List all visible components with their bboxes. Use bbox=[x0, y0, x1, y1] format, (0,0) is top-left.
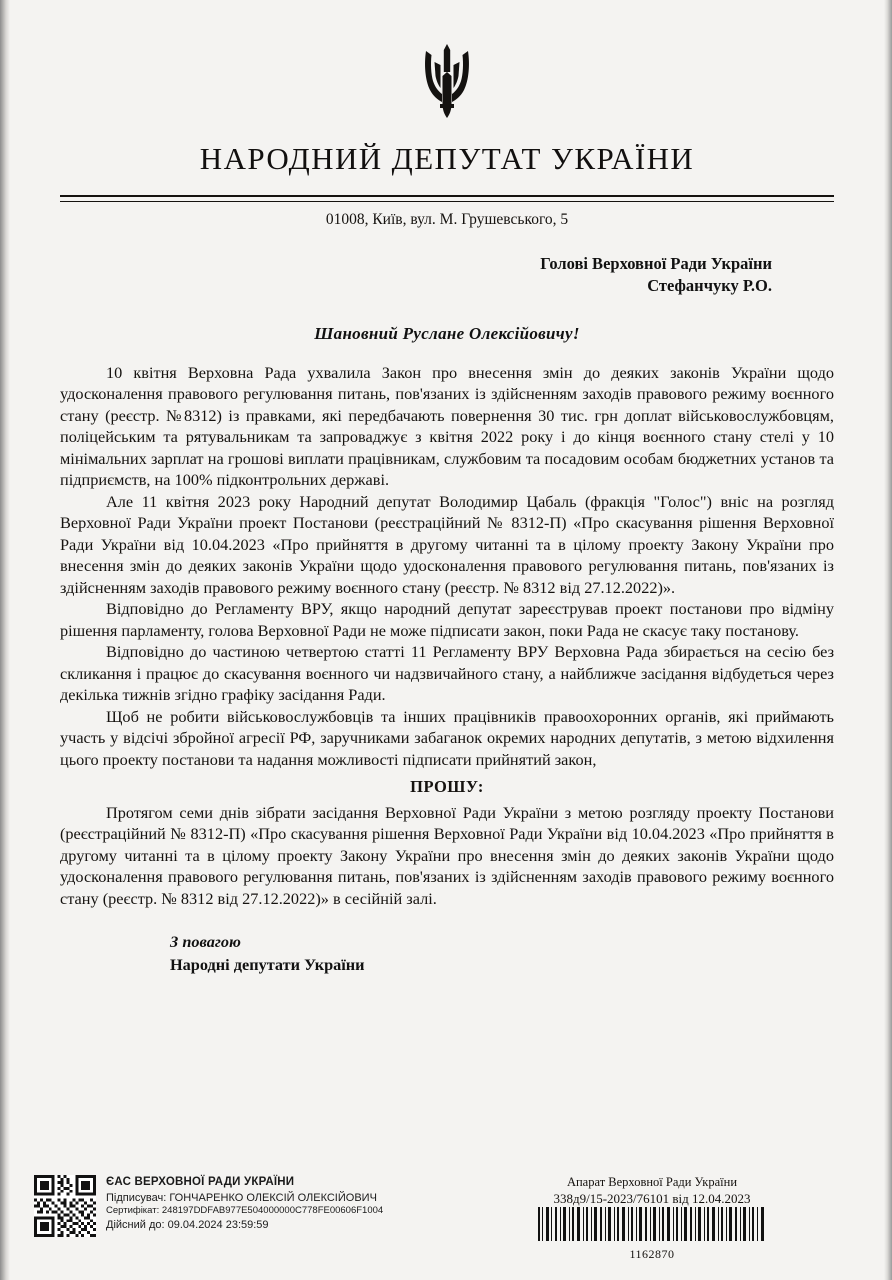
body-paragraph: Відповідно до частиною четвертою статті 11 Регламенту ВРУ Верховна Рада збирається на сесію без скликання і працює до скасування воєнного чи надзвичайного стану, а найближче засідання відбудеться через декілька тижнів згідно графіку засідання Ради. bbox=[60, 642, 834, 705]
registry-number: 338д9/15-2023/76101 від 12.04.2023 bbox=[553, 1191, 751, 1206]
header-divider bbox=[60, 195, 834, 202]
electronic-signature-block bbox=[34, 1175, 383, 1237]
request-heading: ПРОШУ: bbox=[410, 777, 484, 797]
organization-address: 01008, Київ, вул. М. Грушевського, 5 bbox=[325, 211, 569, 228]
signature-valid-until: Дійсний до: 09.04.2024 23:59:59 bbox=[106, 1219, 269, 1232]
body-paragraph: Відповідно до Регламенту ВРУ, якщо народний депутат зареєстрував проект постанови про відміну рішення парламенту, голова Верховної Ради не може підписати закон, поки Рада не скасує таку постанову. bbox=[60, 599, 834, 640]
letter-body bbox=[60, 362, 834, 910]
barcode-number: 1162870 bbox=[629, 1247, 675, 1261]
qr-code-icon bbox=[34, 1175, 96, 1237]
body-paragraph: 10 квітня Верховна Рада ухвалила Закон про внесення змін до деяких законів України щодо удосконалення правового регулювання питань, пов'язаних із здійсненням заходів правового режиму воєнного стану (реєстр. №8312) із правками, які передбачають повернення 30 тис. грн доплат військовослужбовцям, поліцейським та рятувальникам та запроваджує з квітня 2022 року і до кінця воєнного стану стелі у 10 мінімальних зарплат на грошові виплати працівникам, службовим та посадовим особам бюджетних установ та підприємств, на 100% підконтрольних державі. bbox=[60, 362, 834, 490]
signature-certificate bbox=[106, 1205, 383, 1218]
signature-name: Народні депутати України bbox=[170, 955, 365, 975]
addressee-block bbox=[60, 253, 834, 298]
emblem-container bbox=[60, 42, 834, 125]
signer-name: ГОНЧАРЕНКО ОЛЕКСІЙ ОЛЕКСІЙОВИЧ bbox=[169, 1191, 377, 1204]
organization-title: НАРОДНИЙ ДЕПУТАТ УКРАЇНИ bbox=[199, 141, 695, 176]
addressee-line-2: Стефанчуку Р.О. bbox=[647, 276, 772, 296]
registry-office: Апарат Верховної Ради України bbox=[566, 1175, 738, 1189]
signature-details bbox=[106, 1175, 383, 1233]
registration-block bbox=[536, 1175, 768, 1262]
body-paragraph: Щоб не робити військовослужбовців та інших працівників правоохоронних органів, які приймають участь у відсічі збройної агресії РФ, заручниками забаганок окремих народних депутатів, з метою відхилення цього проекту постанови та надання можливості підписати прийнятий закон, bbox=[60, 706, 834, 769]
salutation: Шановний Руслане Олексійовичу! bbox=[314, 323, 580, 343]
body-paragraph: Але 11 квітня 2023 року Народний депутат Володимир Цабаль (фракція "Голос") вніс на розгляд Верховної Ради України проект Постанови (реєстраційний № 8312-П) «Про скасування рішення Верховної Ради України від 10.04.2023 «Про прийняття в другому читанні та в цілому проекту Закону України про внесення змін до деяких законів України щодо удосконалення правового регулювання питань, пов'язаних із здійсненням заходів правового режиму воєнного стану (реєстр. № 8312 від 27.12.2022)». bbox=[60, 491, 834, 597]
signature-signer bbox=[106, 1191, 383, 1206]
signature-regards: З повагою bbox=[170, 932, 241, 952]
signature-system-name: ЄАС ВЕРХОВНОЇ РАДИ УКРАЇНИ bbox=[106, 1176, 295, 1188]
barcode-icon bbox=[536, 1228, 768, 1245]
body-paragraph: Протягом семи днів зібрати засідання Верховної Ради України з метою розгляду проекту Постанови (реєстраційний № 8312-П) «Про скасування рішення Верховної Ради України від 10.04.2023 «Про прийняття в другому читанні та в цілому проекту Закону України про внесення змін до деяких законів України щодо удосконалення правового регулювання питань, пов'язаних із здійсненням заходів правового режиму воєнного стану (реєстр. № 8312 від 27.12.2022)» в сесійній залі. bbox=[60, 802, 834, 908]
ukraine-trident-emblem-icon bbox=[416, 42, 478, 118]
certificate-value: 248197DDFAB977E504000000C778FE00606F1004 bbox=[161, 1205, 384, 1217]
signer-label: Підписувач: bbox=[106, 1191, 167, 1204]
certificate-label: Сертифікат: bbox=[106, 1205, 160, 1217]
addressee-line-1: Голові Верховної Ради України bbox=[540, 254, 772, 273]
document-footer bbox=[0, 1175, 892, 1262]
signature-block bbox=[60, 931, 834, 977]
